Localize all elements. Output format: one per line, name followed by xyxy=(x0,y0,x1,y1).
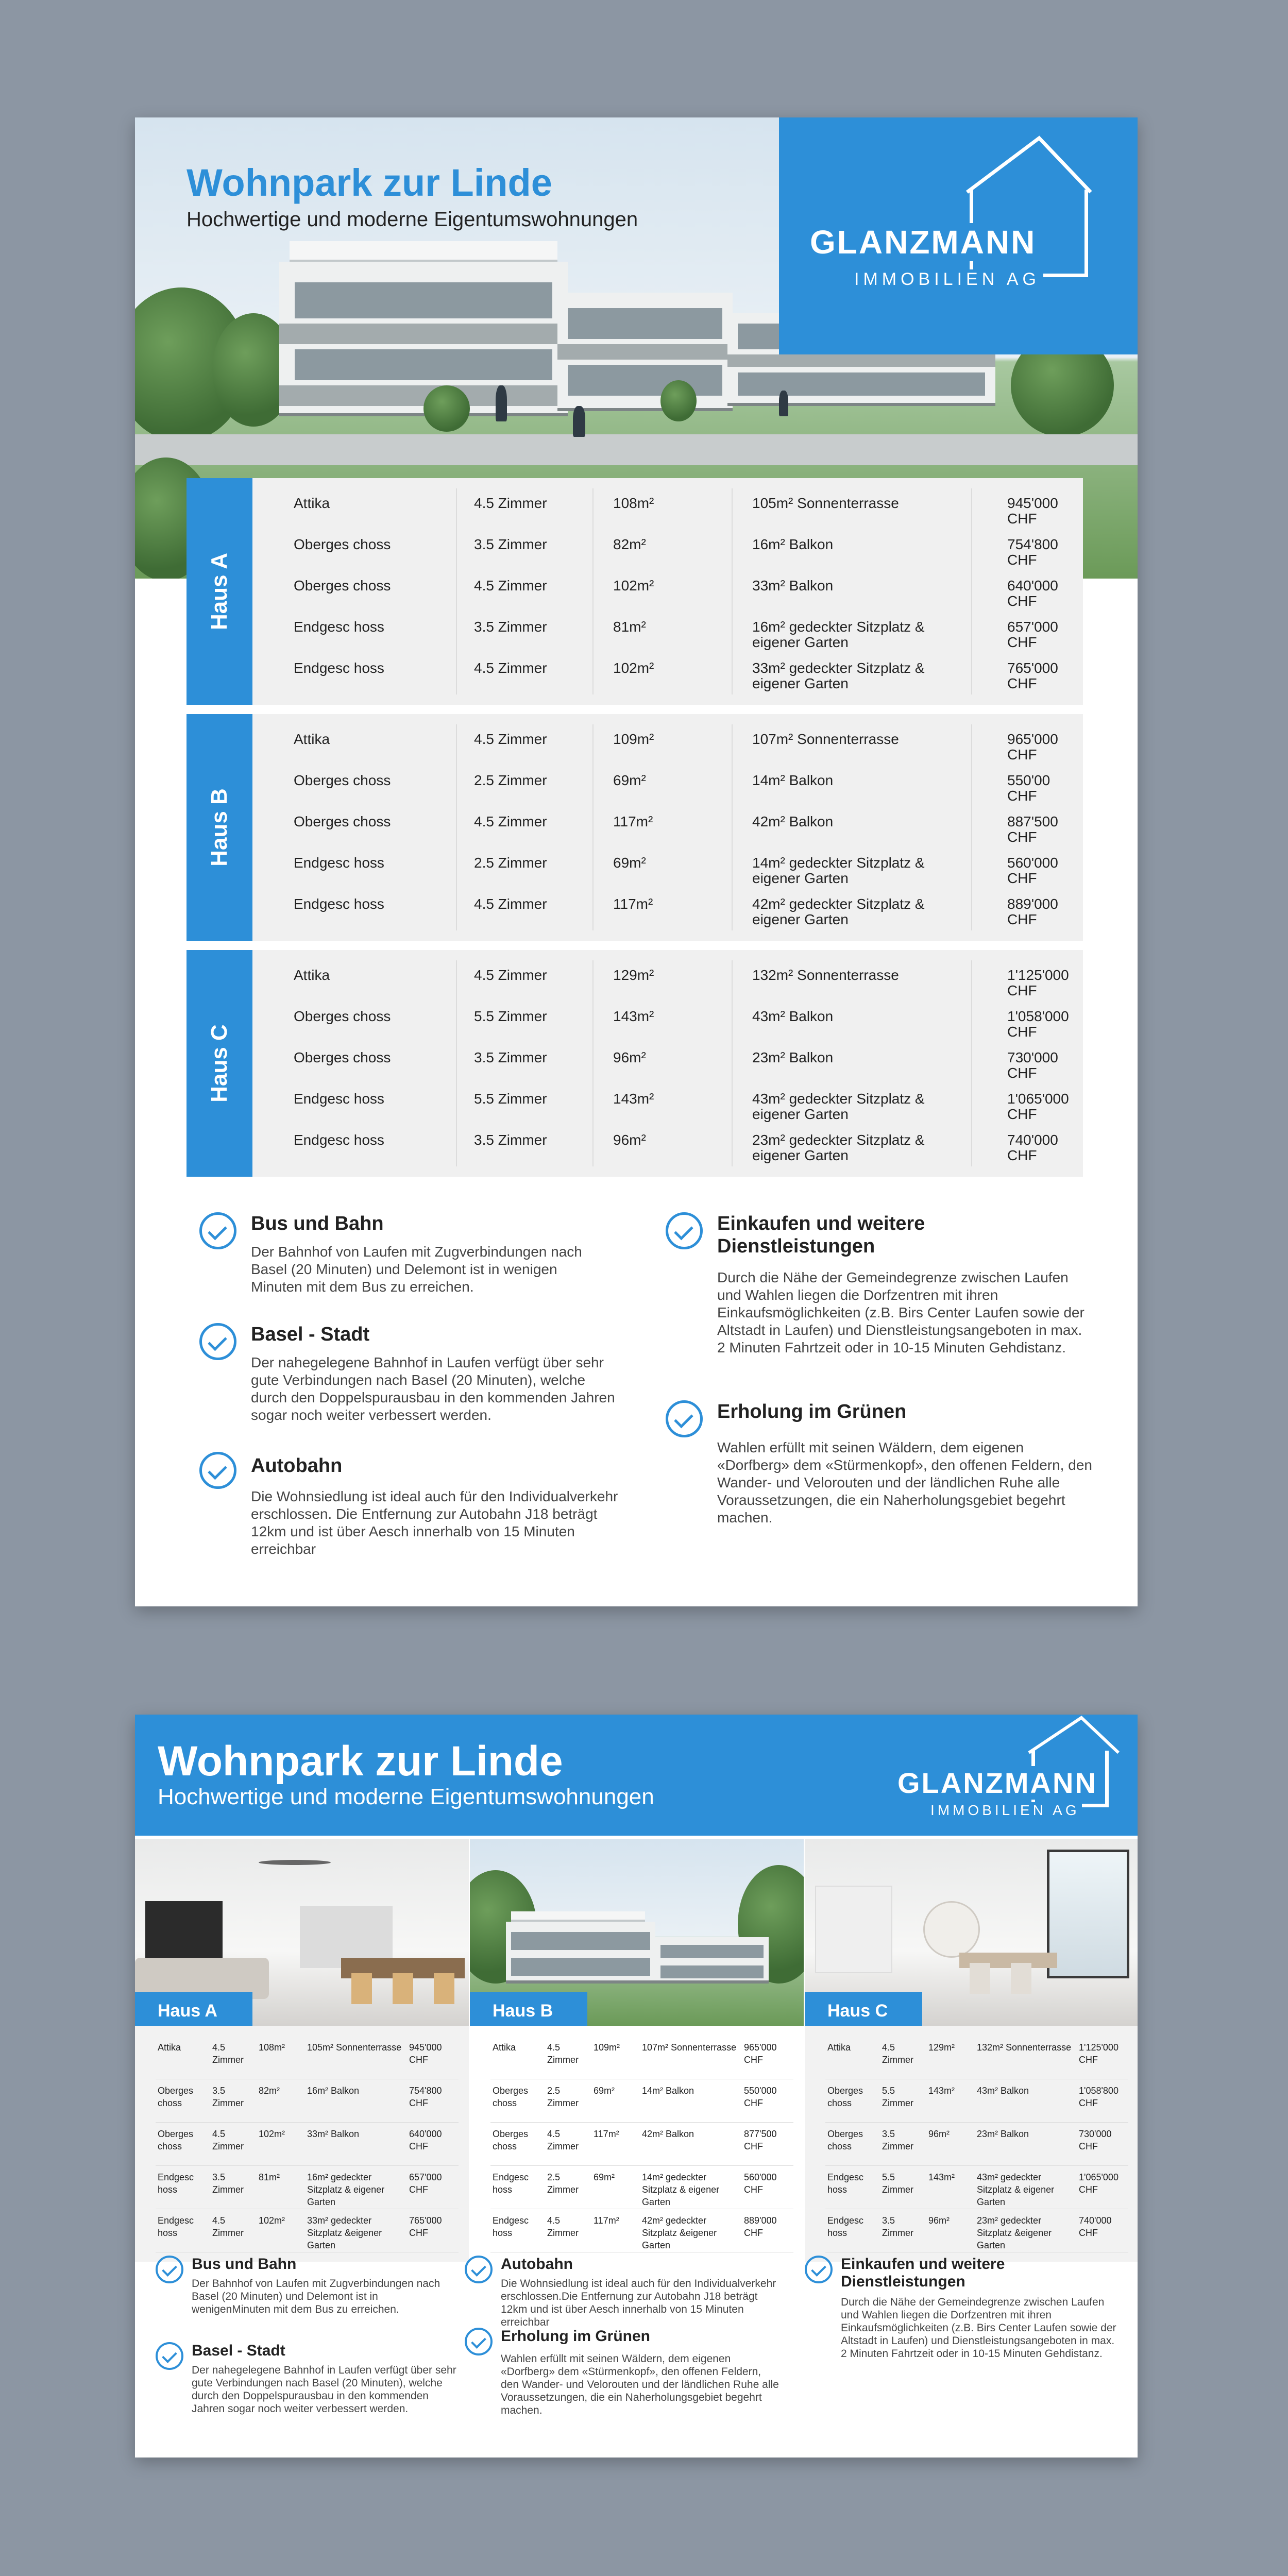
cell-area: 117m² xyxy=(613,814,653,829)
cell-rooms: 4.5 Zimmer xyxy=(474,896,547,912)
cell-price: 1'065'000 CHF xyxy=(1079,2172,1118,2195)
cell-rooms: 5.5 Zimmer xyxy=(474,1008,547,1024)
cell-rooms: 3.5 Zimmer xyxy=(882,2129,913,2151)
cell-rooms: 3.5 Zimmer xyxy=(474,1132,547,1148)
cell-outdoor: 14m² Balkon xyxy=(752,772,834,788)
cell-price: 889'000 CHF xyxy=(1007,896,1058,927)
cell-outdoor: 107m² Sonnenterrasse xyxy=(642,2042,737,2053)
cell-type: Endgesc hoss xyxy=(294,896,384,912)
table-row xyxy=(805,2209,1138,2252)
cell-area: 108m² xyxy=(259,2042,285,2053)
table-row xyxy=(252,483,1083,527)
feature-bus-und-bahn xyxy=(199,1212,612,1315)
table-row xyxy=(252,607,1083,648)
table-row xyxy=(252,566,1083,607)
cell-type: Oberges choss xyxy=(294,578,391,594)
cell-area: 102m² xyxy=(613,660,654,676)
cell-type: Oberges choss xyxy=(294,1008,391,1024)
cell-area: 102m² xyxy=(259,2215,285,2226)
cell-type: Oberges choss xyxy=(158,2129,194,2151)
cell-area: 143m² xyxy=(928,2086,955,2096)
check-circle-icon xyxy=(666,1400,703,1437)
cell-type: Attika xyxy=(294,967,330,983)
cell-rooms: 4.5 Zimmer xyxy=(212,2215,244,2238)
cell-outdoor: 23m² Balkon xyxy=(977,2129,1029,2139)
feature-einkaufen xyxy=(666,1212,1119,1387)
cell-type: Attika xyxy=(493,2042,516,2053)
table-row xyxy=(252,524,1083,566)
cell-rooms: 4.5 Zimmer xyxy=(547,2042,579,2065)
cell-price: 640'000 CHF xyxy=(1007,578,1058,609)
cell-outdoor: 132m² Sonnenterrasse xyxy=(752,967,899,983)
haus-a-column xyxy=(135,1839,469,2262)
cell-area: 143m² xyxy=(928,2172,955,2182)
haus-c-column xyxy=(805,1839,1138,2262)
cell-type: Endgesc hoss xyxy=(158,2172,194,2195)
cell-price: 1'058'000 CHF xyxy=(1007,1008,1069,1040)
table-row xyxy=(135,2079,469,2123)
cell-price: 1'125'000 CHF xyxy=(1007,967,1069,998)
feature-erholung xyxy=(465,2328,784,2446)
cell-area: 143m² xyxy=(613,1008,654,1024)
cell-outdoor: 42m² gedeckter Sitzplatz & eigener Garten xyxy=(752,896,925,927)
cell-type: Endgesc hoss xyxy=(493,2215,529,2238)
cell-area: 117m² xyxy=(613,896,653,912)
cell-outdoor: 43m² gedeckter Sitzplatz & eigener Garten xyxy=(977,2172,1055,2207)
cell-price: 1'125'000 CHF xyxy=(1079,2042,1118,2065)
cell-rooms: 3.5 Zimmer xyxy=(882,2215,913,2238)
cell-area: 81m² xyxy=(613,619,646,635)
cell-price: 730'000 CHF xyxy=(1079,2129,1112,2151)
cell-area: 82m² xyxy=(613,536,646,552)
cell-rooms: 5.5 Zimmer xyxy=(882,2172,913,2195)
cell-area: 143m² xyxy=(613,1091,654,1107)
cell-outdoor: 43m² gedeckter Sitzplatz & eigener Garten xyxy=(752,1091,925,1122)
cell-type: Oberges choss xyxy=(158,2086,194,2108)
haus-c-table xyxy=(805,2026,1138,2262)
cell-price: 1'058'800 CHF xyxy=(1079,2086,1118,2108)
table-row xyxy=(252,760,1083,802)
check-circle-icon xyxy=(156,2342,183,2370)
feature-title: Bus und Bahn xyxy=(192,2256,297,2273)
page-subtitle: Hochwertige und moderne Eigentumswohnungen xyxy=(187,208,638,231)
cell-type: Oberges choss xyxy=(493,2086,529,2108)
cell-rooms: 2.5 Zimmer xyxy=(474,772,547,788)
table-row xyxy=(252,1120,1083,1161)
cell-type: Endgesc hoss xyxy=(294,660,384,676)
feature-text: Die Wohnsiedlung ist ideal auch für den Individualverkehr erschlossen. Die Entfernung zur Autobahn J18 beträgt 12km und ist über Aesch innerhalb von 15 Minuten erreichbar xyxy=(251,1488,618,1557)
cell-rooms: 3.5 Zimmer xyxy=(474,1049,547,1065)
feature-text: Durch die Nähe der Gemeindegrenze zwischen Laufen und Wahlen liegen die Dorfzentren mit ihren Einkaufsmöglichkeiten (z.B. Birs Center Laufen sowie der Altstadt in Laufen) und Dienstleistungsangeboten in max. 2 Minuten Fahrtzeit oder in 10-15 Minuten Gehdistanz. xyxy=(841,2296,1116,2360)
cell-price: 877'500 CHF xyxy=(744,2129,777,2151)
cell-price: 945'000 CHF xyxy=(1007,495,1058,527)
logo-panel xyxy=(779,117,1138,354)
cell-rooms: 4.5 Zimmer xyxy=(474,731,547,747)
cell-area: 69m² xyxy=(594,2086,615,2096)
table-row xyxy=(252,843,1083,884)
cell-outdoor: 23m² gedeckter Sitzplatz &eigener Garten xyxy=(977,2215,1052,2250)
brand-tagline: IMMOBILIEN AG xyxy=(851,269,1043,290)
cell-price: 657'000 CHF xyxy=(1007,619,1058,650)
feature-bus-und-bahn xyxy=(156,2256,465,2333)
table-row xyxy=(252,884,1083,925)
table-row xyxy=(135,2036,469,2079)
table-row xyxy=(470,2079,804,2123)
cell-rooms: 4.5 Zimmer xyxy=(547,2215,579,2238)
cell-area: 81m² xyxy=(259,2172,280,2182)
cell-area: 109m² xyxy=(594,2042,620,2053)
check-circle-icon xyxy=(199,1212,236,1249)
brand-logo xyxy=(892,1730,1119,1828)
brand-name: GLANZMANN xyxy=(897,1766,1101,1800)
cell-price: 740'000 CHF xyxy=(1007,1132,1058,1163)
flyer-sheet-2 xyxy=(135,1715,1138,2458)
haus-a-tab: Haus A xyxy=(187,478,252,705)
cell-outdoor: 14m² gedeckter Sitzplatz & eigener Garten xyxy=(642,2172,720,2207)
cell-rooms: 4.5 Zimmer xyxy=(474,495,547,511)
cell-price: 754'800 CHF xyxy=(1007,536,1058,568)
cell-price: 740'000 CHF xyxy=(1079,2215,1112,2238)
cell-price: 945'000 CHF xyxy=(409,2042,442,2065)
haus-b-tab: Haus B xyxy=(470,1992,587,2026)
cell-rooms: 3.5 Zimmer xyxy=(212,2172,244,2195)
haus-b-table xyxy=(187,714,1083,941)
haus-b-table xyxy=(470,2026,804,2262)
cell-type: Attika xyxy=(294,495,330,511)
brand-name: GLANZMANN xyxy=(810,223,1042,261)
feature-autobahn xyxy=(199,1452,618,1586)
cell-outdoor: 132m² Sonnenterrasse xyxy=(977,2042,1072,2053)
cell-type: Endgesc hoss xyxy=(827,2172,864,2195)
cell-rooms: 5.5 Zimmer xyxy=(882,2086,913,2108)
cell-type: Oberges choss xyxy=(827,2129,863,2151)
feature-erholung xyxy=(666,1400,1119,1545)
cell-area: 69m² xyxy=(613,772,646,788)
cell-type: Endgesc hoss xyxy=(294,855,384,871)
cell-rooms: 4.5 Zimmer xyxy=(212,2042,244,2065)
table-row xyxy=(252,1038,1083,1079)
feature-title: Bus und Bahn xyxy=(251,1213,384,1234)
page-title: Wohnpark zur Linde xyxy=(158,1738,563,1785)
cell-price: 765'000 CHF xyxy=(1007,660,1058,691)
table-row xyxy=(805,2036,1138,2079)
cell-outdoor: 33m² gedeckter Sitzplatz & eigener Garten xyxy=(752,660,925,691)
table-row xyxy=(805,2166,1138,2209)
cell-outdoor: 42m² Balkon xyxy=(642,2129,694,2139)
feature-title: Autobahn xyxy=(501,2256,573,2273)
cell-rooms: 3.5 Zimmer xyxy=(474,536,547,552)
cell-outdoor: 105m² Sonnenterrasse xyxy=(752,495,899,511)
table-row xyxy=(252,648,1083,689)
brand-tagline: IMMOBILIEN AG xyxy=(928,1802,1082,1819)
check-circle-icon xyxy=(199,1452,236,1489)
table-row xyxy=(805,2079,1138,2123)
cell-area: 96m² xyxy=(613,1049,646,1065)
cell-rooms: 2.5 Zimmer xyxy=(547,2086,579,2108)
feature-text: Die Wohnsiedlung ist ideal auch für den Individualverkehr erschlossen.Die Entfernung zur Autobahn J18 beträgt 12km und ist über Aesch innerhalb von 15 Minuten erreichbar xyxy=(501,2278,776,2328)
cell-rooms: 2.5 Zimmer xyxy=(547,2172,579,2195)
feature-basel-stadt xyxy=(199,1323,615,1447)
cell-rooms: 2.5 Zimmer xyxy=(474,855,547,871)
feature-basel-stadt xyxy=(156,2342,465,2450)
cell-price: 550'00 CHF xyxy=(1007,772,1050,804)
table-row xyxy=(252,996,1083,1038)
cell-price: 657'000 CHF xyxy=(409,2172,442,2195)
cell-outdoor: 33m² gedeckter Sitzplatz &eigener Garten xyxy=(307,2215,382,2250)
cell-price: 965'000 CHF xyxy=(744,2042,777,2065)
cell-price: 730'000 CHF xyxy=(1007,1049,1058,1081)
cell-outdoor: 14m² gedeckter Sitzplatz & eigener Garten xyxy=(752,855,925,886)
cell-area: 108m² xyxy=(613,495,654,511)
cell-type: Oberges choss xyxy=(294,536,391,552)
cell-rooms: 4.5 Zimmer xyxy=(547,2129,579,2151)
table-row xyxy=(135,2209,469,2252)
haus-c-tab: Haus C xyxy=(187,950,252,1177)
cell-type: Endgesc hoss xyxy=(493,2172,529,2195)
haus-c-tab: Haus C xyxy=(805,1992,922,2026)
cell-outdoor: 16m² gedeckter Sitzplatz & eigener Garten xyxy=(752,619,925,650)
cell-outdoor: 33m² Balkon xyxy=(752,578,834,594)
flyer-sheet-1 xyxy=(135,117,1138,1606)
feature-title: Einkaufen und weitere Dienstleistungen xyxy=(717,1213,925,1257)
header-band xyxy=(135,1715,1138,1836)
cell-price: 640'000 CHF xyxy=(409,2129,442,2151)
check-circle-icon xyxy=(805,2256,833,2283)
feature-text: Wahlen erfüllt mit seinen Wäldern, dem eigenen «Dorfberg» dem «Stürmenkopf», den offenen Feldern, den Wander- und Velorouten und der ländlichen Ruhe alle Voraussetzungen, die ein Naherholungsgebiet begehrt machen. xyxy=(717,1439,1092,1526)
table-row xyxy=(252,719,1083,760)
cell-area: 96m² xyxy=(613,1132,646,1148)
cell-type: Oberges choss xyxy=(294,1049,391,1065)
cell-type: Oberges choss xyxy=(827,2086,863,2108)
cell-outdoor: 16m² Balkon xyxy=(307,2086,360,2096)
check-circle-icon xyxy=(156,2256,183,2283)
table-row xyxy=(135,2123,469,2166)
table-row xyxy=(135,2166,469,2209)
cell-type: Attika xyxy=(158,2042,181,2053)
table-row xyxy=(470,2166,804,2209)
haus-a-table xyxy=(135,2026,469,2262)
cell-area: 129m² xyxy=(928,2042,955,2053)
table-row xyxy=(805,2123,1138,2166)
haus-a-table xyxy=(187,478,1083,705)
cell-rooms: 5.5 Zimmer xyxy=(474,1091,547,1107)
cell-area: 117m² xyxy=(594,2129,619,2139)
check-circle-icon xyxy=(199,1323,236,1360)
cell-type: Endgesc hoss xyxy=(294,1132,384,1148)
feature-text: Der nahegelegene Bahnhof in Laufen verfügt über sehr gute Verbindungen nach Basel (20 Minuten), welche durch den Doppelspurausbau in den kommenden Jahren sogar noch weiter verbessert werden. xyxy=(251,1354,615,1423)
cell-area: 96m² xyxy=(928,2215,950,2226)
cell-type: Oberges choss xyxy=(294,814,391,829)
cell-outdoor: 16m² Balkon xyxy=(752,536,834,552)
table-row xyxy=(252,802,1083,843)
cell-outdoor: 42m² Balkon xyxy=(752,814,834,829)
feature-einkaufen xyxy=(805,2256,1124,2389)
cell-outdoor: 42m² gedeckter Sitzplatz &eigener Garten xyxy=(642,2215,717,2250)
cell-outdoor: 23m² Balkon xyxy=(752,1049,834,1065)
check-circle-icon xyxy=(666,1212,703,1249)
feature-autobahn xyxy=(465,2256,784,2333)
cell-rooms: 4.5 Zimmer xyxy=(474,967,547,983)
check-circle-icon xyxy=(465,2256,493,2283)
brand-logo xyxy=(810,174,1098,303)
cell-type: Oberges choss xyxy=(493,2129,529,2151)
cell-area: 82m² xyxy=(259,2086,280,2096)
cell-area: 96m² xyxy=(928,2129,950,2139)
cell-area: 102m² xyxy=(613,578,654,594)
check-circle-icon xyxy=(465,2328,493,2355)
table-row xyxy=(470,2036,804,2079)
feature-title: Autobahn xyxy=(251,1455,343,1477)
cell-rooms: 4.5 Zimmer xyxy=(882,2042,913,2065)
cell-area: 117m² xyxy=(594,2215,619,2226)
feature-title: Erholung im Grünen xyxy=(501,2328,650,2345)
cell-price: 560'000 CHF xyxy=(1007,855,1058,886)
haus-b-column xyxy=(470,1839,804,2262)
feature-text: Wahlen erfüllt mit seinen Wäldern, dem eigenen «Dorfberg» dem «Stürmenkopf», den offenen Feldern, den Wander- und Velorouten und der ländlichen Ruhe alle Voraussetzungen, die ein Naherholungsgebiet begehrt machen. xyxy=(501,2353,779,2416)
haus-b-tab: Haus B xyxy=(187,714,252,941)
cell-type: Endgesc hoss xyxy=(827,2215,864,2238)
cell-price: 754'800 CHF xyxy=(409,2086,442,2108)
cell-price: 889'000 CHF xyxy=(744,2215,777,2238)
cell-price: 965'000 CHF xyxy=(1007,731,1058,762)
haus-c-table xyxy=(187,950,1083,1177)
haus-a-tab: Haus A xyxy=(135,1992,252,2026)
table-row xyxy=(252,955,1083,996)
cell-price: 1'065'000 CHF xyxy=(1007,1091,1069,1122)
feature-text: Durch die Nähe der Gemeindegrenze zwischen Laufen und Wahlen liegen die Dorfzentren mit ihren Einkaufsmöglichkeiten (z.B. Birs Center Laufen sowie der Altstadt in Laufen) und Dienstleistungsangeboten in max. 2 Minuten Fahrtzeit oder in 10-15 Minuten Gehdistanz. xyxy=(717,1269,1084,1355)
cell-type: Endgesc hoss xyxy=(158,2215,194,2238)
cell-price: 560'000 CHF xyxy=(744,2172,777,2195)
cell-outdoor: 105m² Sonnenterrasse xyxy=(307,2042,402,2053)
page-title: Wohnpark zur Linde xyxy=(187,161,552,204)
cell-rooms: 4.5 Zimmer xyxy=(474,578,547,594)
cell-outdoor: 14m² Balkon xyxy=(642,2086,694,2096)
feature-text: Der nahegelegene Bahnhof in Laufen verfügt über sehr gute Verbindungen nach Basel (20 Minuten), welche durch den Doppelspurausbau in den kommenden Jahren sogar noch weiter verbessert werden. xyxy=(192,2364,456,2415)
page-subtitle: Hochwertige und moderne Eigentumswohnungen xyxy=(158,1784,654,1809)
cell-rooms: 3.5 Zimmer xyxy=(474,619,547,635)
feature-title: Basel - Stadt xyxy=(251,1324,370,1345)
cell-type: Attika xyxy=(827,2042,851,2053)
feature-text: Der Bahnhof von Laufen mit Zugverbindungen nach Basel (20 Minuten) und Delemont ist in wenigen Minuten mit dem Bus zu erreichen. xyxy=(251,1244,582,1295)
cell-type: Oberges choss xyxy=(294,772,391,788)
cell-outdoor: 43m² Balkon xyxy=(752,1008,834,1024)
cell-outdoor: 33m² Balkon xyxy=(307,2129,360,2139)
cell-rooms: 3.5 Zimmer xyxy=(212,2086,244,2108)
cell-rooms: 4.5 Zimmer xyxy=(474,814,547,829)
cell-type: Attika xyxy=(294,731,330,747)
cell-price: 550'000 CHF xyxy=(744,2086,777,2108)
cell-area: 129m² xyxy=(613,967,654,983)
table-row xyxy=(470,2123,804,2166)
cell-area: 69m² xyxy=(594,2172,615,2182)
cell-rooms: 4.5 Zimmer xyxy=(212,2129,244,2151)
cell-rooms: 4.5 Zimmer xyxy=(474,660,547,676)
feature-title: Basel - Stadt xyxy=(192,2342,285,2359)
cell-area: 102m² xyxy=(259,2129,285,2139)
cell-price: 887'500 CHF xyxy=(1007,814,1058,845)
cell-price: 765'000 CHF xyxy=(409,2215,442,2238)
cell-type: Endgesc hoss xyxy=(294,1091,384,1107)
table-row xyxy=(252,1079,1083,1120)
cell-outdoor: 16m² gedeckter Sitzplatz & eigener Garten xyxy=(307,2172,385,2207)
feature-title: Erholung im Grünen xyxy=(717,1401,907,1422)
cell-area: 69m² xyxy=(613,855,646,871)
feature-text: Der Bahnhof von Laufen mit Zugverbindungen nach Basel (20 Minuten) und Delemont ist in wenigenMinuten mit dem Bus zu erreichen. xyxy=(192,2278,440,2315)
cell-outdoor: 107m² Sonnenterrasse xyxy=(752,731,899,747)
cell-area: 109m² xyxy=(613,731,654,747)
cell-type: Endgesc hoss xyxy=(294,619,384,635)
cell-outdoor: 43m² Balkon xyxy=(977,2086,1029,2096)
table-row xyxy=(470,2209,804,2252)
feature-title: Einkaufen und weitere Dienstleistungen xyxy=(841,2256,1005,2290)
cell-outdoor: 23m² gedeckter Sitzplatz & eigener Garten xyxy=(752,1132,925,1163)
